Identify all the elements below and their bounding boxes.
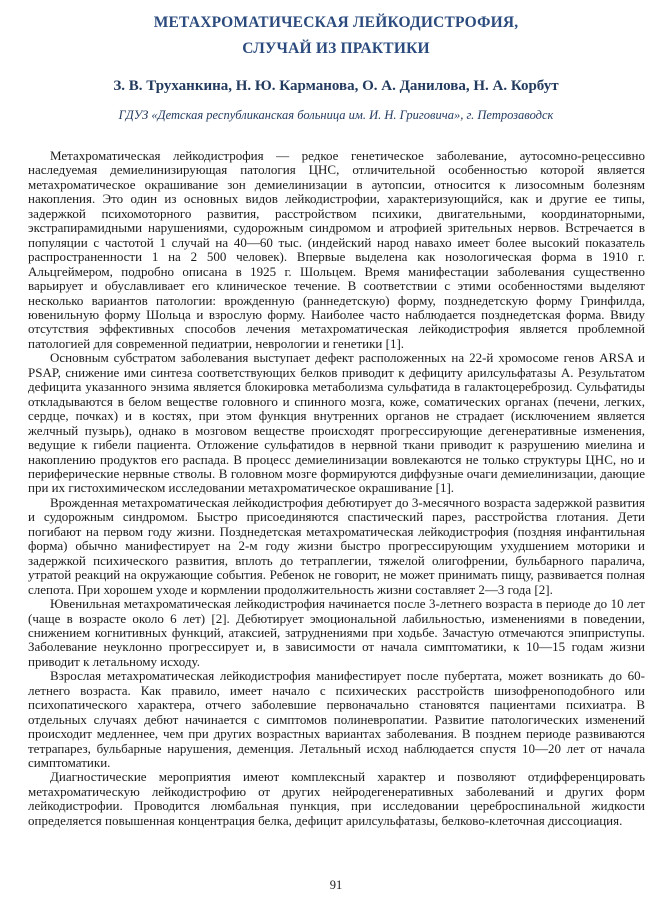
authors-line: З. В. Труханкина, Н. Ю. Карманова, О. А. Данилова, Н. А. Корбут: [113, 78, 559, 94]
page-title-line2: СЛУЧАЙ ИЗ ПРАКТИКИ: [242, 40, 430, 57]
article-body: [28, 149, 645, 828]
paragraph: Врожденная метахроматическая лейкодистрофия дебютирует до 3-месячного возраста задержкой развития и судорожным синдромом. Быстро присоединяются спастический парез, расстройства глотания. Дети погибают на первом году жизни. Позднедетская метахроматическая лейкодистрофия (поздняя инфантильная форма) обычно манифестирует на 2-м году жизни быстро прогрессирующим ухудшением моторики и задержкой психического развития, вплоть до тетраплегии, тяжелой олигофрении, бульбарного паралича, утратой реакций на окружающие события. Ребенок не говорит, не может принимать пищу, развивается полная слепота. При хорошем уходе и кормлении продолжительность жизни составляет 2—3 года [2].: [28, 494, 645, 597]
paragraph: Взрослая метахроматическая лейкодистрофия манифестирует после пубертата, может возникать до 60-летнего возраста. Как правило, имеет начало с психических расстройств шизофреноподобного или психопатического характера, отчего заболевшие первоначально становятся пациентами психиатра. В отдельных случаях дебют начинается с симптомов полиневропатии. Развитие патологических изменений происходит медленнее, чем при других возрастных вариантах заболевания. В позднем периоде развиваются тетрапарез, бульбарные нарушения, деменция. Летальный исход наблюдается спустя 10—20 лет от начала симптоматики.: [28, 668, 645, 771]
paragraph: Основным субстратом заболевания выступает дефект расположенных на 22-й хромосоме генов ARSA и PSAP, снижение ими синтеза соответствующих белков приводит к дефициту арилсульфатазы А. Результатом дефицита указанного энзима является блокировка метаболизма сульфатида в галактоцереброзид. Сульфатиды откладываются в белом веществе головного и спинного мозга, коже, соматических органах (печени, легких, сердце, почках) и в костях, при этом функция внутренних органов не страдает (исключением является желчный пузырь), однако в мозговом веществе происходят прогрессирующие дегенеративные изменения, ведущие к гибели пациента. Отложение сульфатидов в нервной ткани приводит к разрушению миелина и накоплению продуктов его распада. В процесс демиелинизации вовлекаются не только структуры ЦНС, но и периферические нервные стволы. В головном мозге формируются диффузные очаги демиелинизации, дающие при их гистохимическом исследовании метахроматическое окрашивание [1].: [28, 350, 645, 496]
paragraph: Диагностические мероприятия имеют комплексный характер и позволяют отдифференцировать метахроматическую лейкодистрофию от других нейродегенеративных заболеваний и других форм лейкодистрофии. Проводится люмбальная пункция, при исследовании цереброспинальной жидкости определяется повышенная концентрация белка, дефицит арилсульфатазы, белково-клеточная диссоциация.: [28, 769, 645, 828]
page-title: [30, 10, 642, 62]
affiliation-line: ГДУЗ «Детская республиканская больница им. И. Н. Григовича», г. Петрозаводск: [118, 108, 554, 122]
page-title-line1: МЕТАХРОМАТИЧЕСКАЯ ЛЕЙКОДИСТРОФИЯ,: [153, 14, 519, 31]
paragraph: Ювенильная метахроматическая лейкодистрофия начинается после 3-летнего возраста в периоде до 10 лет (чаще в возрасте около 6 лет) [2]. Дебютирует эмоциональной лабильностью, изменениями в поведении, снижением когнитивных функций, атаксией, затруднениями при ходьбе. Зачастую отмечаются эпиприступы. Заболевание неуклонно прогрессирует и, в зависимости от начала симптоматики, к 10—15 годам жизни приводит к летальному исходу.: [28, 596, 645, 669]
paragraph: Метахроматическая лейкодистрофия — редкое генетическое заболевание, аутосомно-рецессивно наследуемая демиелинизирующая патология ЦНС, отличительной особенностью которой является метахроматическое окрашивание зон демиелинизации в аутопсии, относится к лизосомным болезням накопления. Это один из основных видов лейкодистрофии, характеризующийся, как и другие ее типы, задержкой психомоторного развития, расстройством психики, двигательными, координаторными, экстрапирамидными нарушениями, судорожным синдромом и атрофией зрительных нервов. Встречается в популяции с частотой 1 случай на 40—60 тыс. (индейский народ навахо имеет более высокий показатель распространенности 1 на 2 500 человек). Впервые выделена как нозологическая форма в 1910 г. Альцгеймером, подробно описана в 1925 г. Шольцем. Время манифестации заболевания существенно варьирует и обуславливает его клиническое течение. В соответствии с этими особенностями выделяют несколько вариантов патологии: врожденную (раннедетскую) форму, позднедетскую форму Гринфилда, ювенильную форму Шольца и взрослую форму. Наиболее часто наблюдается позднедетская форма. Ввиду отсутствия эффективных способов лечения метахроматическая лейкодистрофия является проблемной патологией для современной педиатрии, неврологии и генетики [1].: [28, 148, 645, 351]
page-number: 91: [329, 878, 343, 892]
